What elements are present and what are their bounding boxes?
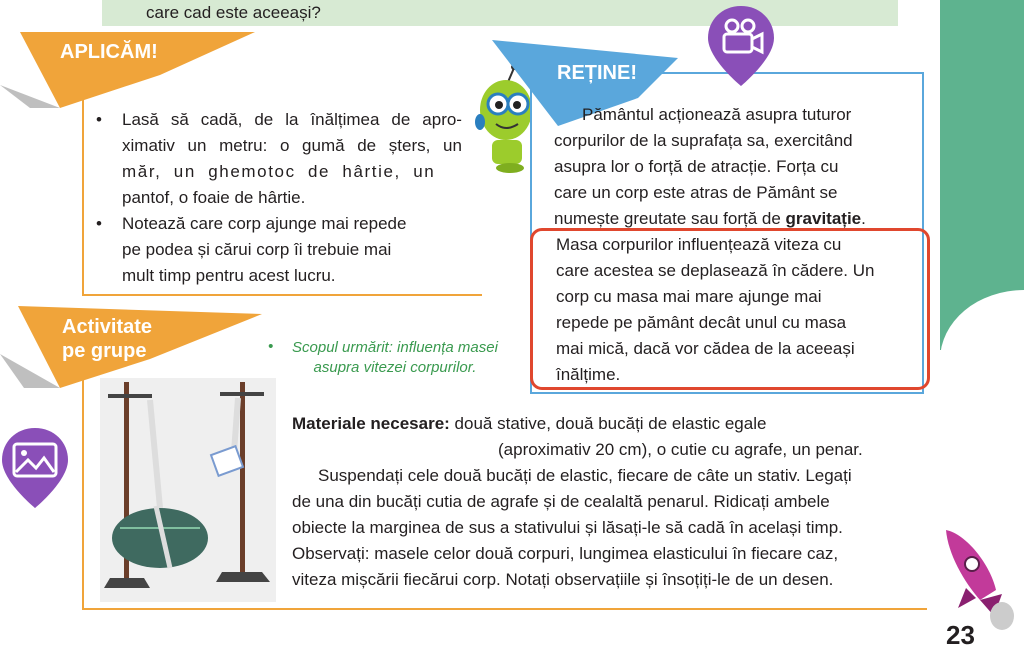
aplicam-line: pe podea și cărui corp îi trebuie mai bbox=[122, 240, 392, 259]
top-question-text: care cad este aceeași? bbox=[146, 3, 321, 22]
retine-period: . bbox=[861, 209, 866, 228]
activitate-bottom-border bbox=[82, 608, 927, 610]
retine-line: Pământul acționează asupra tuturor bbox=[582, 105, 852, 124]
goal-line: asupra vitezei corpurilor. bbox=[313, 359, 477, 376]
aplicam-bottom-border bbox=[82, 294, 482, 296]
highlight-paragraph bbox=[556, 232, 904, 388]
aplicam-line: pantof, o foaie de hârtie. bbox=[122, 188, 306, 207]
highlight-line: înălțime. bbox=[556, 365, 621, 384]
retine-paragraph bbox=[554, 102, 902, 230]
aplicam-list bbox=[96, 107, 462, 287]
top-question-box bbox=[102, 0, 898, 26]
aplicam-line: mult timp pentru acest lucru. bbox=[122, 266, 336, 285]
page-number: 23 bbox=[946, 620, 975, 650]
aplicam-left-border bbox=[82, 100, 84, 296]
materials-label: Materiale necesare: bbox=[292, 414, 450, 433]
activitate-label bbox=[62, 315, 152, 363]
image-gallery-icon[interactable] bbox=[0, 426, 70, 510]
activitate-left-border bbox=[82, 380, 84, 610]
body-line: obiecte la marginea de sus a stativului și lăsați-le să cadă în același timp. bbox=[292, 518, 843, 537]
goal-bullet: • bbox=[268, 338, 274, 355]
activitate-label-line1: Activitate bbox=[62, 316, 153, 338]
experiment-photo bbox=[100, 378, 276, 602]
bullet-icon: • bbox=[96, 110, 102, 129]
aplicam-label: APLICĂM! bbox=[60, 41, 158, 63]
highlight-line: Masa corpurilor influențează viteza cu bbox=[556, 235, 842, 254]
rocket-icon bbox=[936, 524, 1022, 634]
aplicam-line: Notează care corp ajunge mai repede bbox=[122, 214, 407, 233]
body-line: viteza mișcării fiecărui corp. Notați observațiile și însoțiți-le de un desen. bbox=[292, 570, 834, 589]
body-line: de una din bucăți cutia de agrafe și de cealaltă penarul. Ridicați ambele bbox=[292, 492, 830, 511]
materials-rest: două stative, două bucăți de elastic egale bbox=[449, 414, 767, 433]
bullet-icon: • bbox=[96, 214, 102, 233]
retine-line: asupra lor o forță de atracție. Forța cu bbox=[554, 157, 839, 176]
body-line: Observați: masele celor două corpuri, lungimea elasticului în fiecare caz, bbox=[292, 544, 839, 563]
retine-label: REȚINE! bbox=[557, 62, 637, 84]
video-camera-icon[interactable] bbox=[706, 4, 776, 88]
aplicam-line: ximativ un metru: o gumă de șters, un bbox=[122, 136, 462, 155]
aplicam-line: măr, un ghemotoc de hârtie, un bbox=[122, 162, 436, 181]
highlight-line: corp cu masa mai mare ajunge mai bbox=[556, 287, 822, 306]
retine-line: numește greutate sau forță de bbox=[554, 209, 786, 228]
highlight-line: repede pe pământ decât unul cu masa bbox=[556, 313, 847, 332]
goal-line: Scopul urmărit: influența masei bbox=[292, 339, 498, 356]
highlight-line: care acestea se deplasează în cădere. Un bbox=[556, 261, 875, 280]
materials-line-2: (aproximativ 20 cm), o cutie cu agrafe, un penar. bbox=[498, 440, 863, 459]
aplicam-line: Lasă să cadă, de la înălțimea de apro- bbox=[122, 110, 462, 129]
goal-text bbox=[292, 338, 498, 378]
body-line: Suspendați cele două bucăți de elastic, fiecare de câte un stativ. Legați bbox=[318, 466, 852, 485]
highlight-line: mai mică, dacă vor cădea de la aceeași bbox=[556, 339, 855, 358]
gravity-term: gravitație bbox=[785, 209, 862, 228]
retine-line: corpurilor de la suprafața sa, exercitând bbox=[554, 131, 853, 150]
retine-line: care un corp este atras de Pământ se bbox=[554, 183, 838, 202]
materials-line-1 bbox=[292, 411, 766, 437]
activitate-label-line2: pe grupe bbox=[62, 340, 147, 362]
materials-text bbox=[292, 411, 922, 593]
